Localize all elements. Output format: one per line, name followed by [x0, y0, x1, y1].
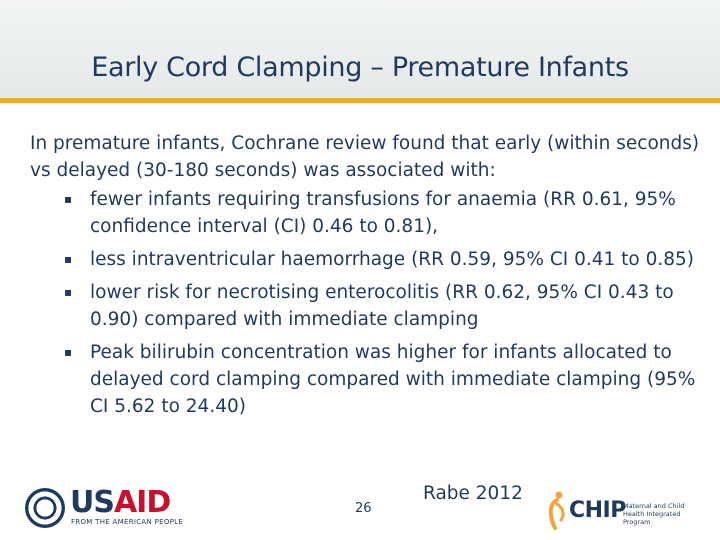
- bullet-icon: ▪: [64, 345, 73, 359]
- bullet-item: [30, 246, 700, 273]
- slide-number: 26: [355, 501, 372, 516]
- mchip-tagline: Maternal and Child Health Integrated Program: [623, 502, 685, 526]
- slide-footer: [0, 478, 720, 540]
- bullet-item: [30, 279, 700, 333]
- bullet-text: lower risk for necrotising enterocolitis (RR 0.62, 95% CI 0.43 to 0.90) compared with immediate clamping: [90, 282, 674, 330]
- title-divider: [0, 98, 720, 103]
- intro-paragraph: In premature infants, Cochrane review found that early (within seconds) vs delayed (30-180 seconds) was associated with:: [30, 133, 700, 181]
- bullet-list: [30, 186, 700, 420]
- bullet-item: [30, 186, 700, 240]
- bullet-icon: ▪: [64, 252, 73, 266]
- usaid-logo-aid: AID: [113, 485, 171, 520]
- bullet-icon: ▪: [64, 192, 73, 206]
- slide-title: Early Cord Clamping – Premature Infants: [91, 52, 629, 83]
- mchip-figure-icon: [545, 490, 569, 530]
- usaid-logo-us: US: [70, 485, 114, 520]
- bullet-text: Peak bilirubin concentration was higher for infants allocated to delayed cord clamping compared with immediate clamping (95% CI 5.62 to 24.40): [90, 342, 696, 417]
- citation: Rabe 2012: [423, 483, 523, 504]
- bullet-text: less intraventricular haemorrhage (RR 0.59, 95% CI 0.41 to 0.85): [90, 249, 695, 270]
- bullet-item: [30, 339, 700, 420]
- mchip-logo: [545, 486, 695, 534]
- bullet-icon: ▪: [64, 285, 73, 299]
- usaid-logo: [70, 485, 171, 520]
- slide-body: [30, 130, 700, 426]
- bullet-text: fewer infants requiring transfusions for anaemia (RR 0.61, 95% confidence interval (CI) 0.46 to 0.81),: [90, 189, 676, 237]
- title-band: [0, 0, 720, 98]
- usaid-tagline: FROM THE AMERICAN PEOPLE: [71, 518, 184, 526]
- usaid-seal-icon: [25, 488, 65, 528]
- mchip-wordmark: CHIP: [569, 498, 626, 523]
